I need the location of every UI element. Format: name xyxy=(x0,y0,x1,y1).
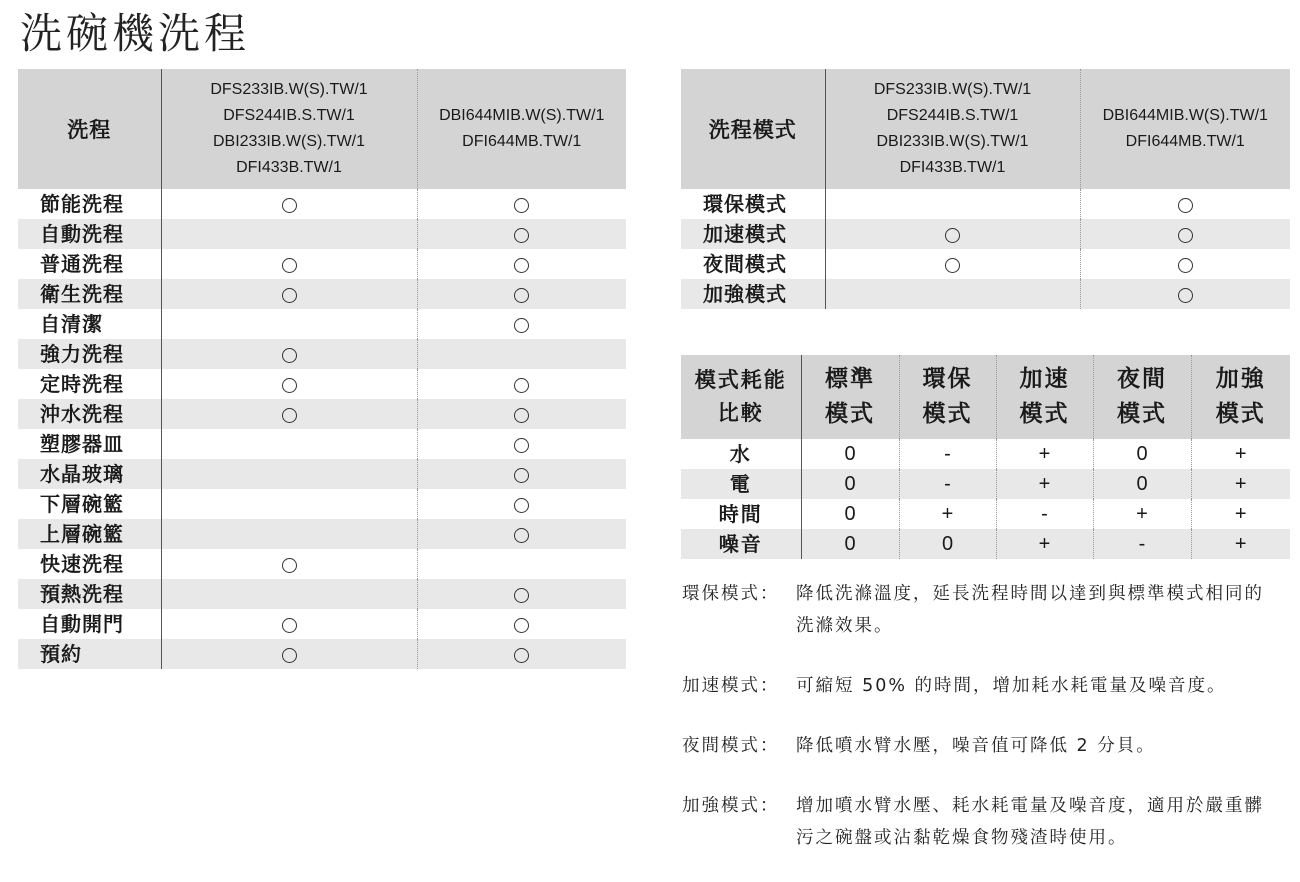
circle-icon xyxy=(514,408,529,423)
available-mark xyxy=(161,189,417,219)
header-line: DFS233IB.W(S).TW/1 xyxy=(873,81,1032,98)
circle-icon xyxy=(282,348,297,363)
comparison-value: 0 xyxy=(801,469,899,499)
comparison-value: 0 xyxy=(801,529,899,559)
header-line: 模式 xyxy=(1019,401,1070,427)
header-line: DFI644MB.TW/1 xyxy=(462,133,582,150)
row-label: 衛生洗程 xyxy=(18,279,161,309)
empty-cell xyxy=(161,309,417,339)
row-label: 沖水洗程 xyxy=(18,399,161,429)
row-label: 預熱洗程 xyxy=(18,579,161,609)
header-line: DFS233IB.W(S).TW/1 xyxy=(210,81,368,98)
mode-note xyxy=(682,730,1282,762)
comparison-value: 0 xyxy=(1093,439,1191,469)
header-line: 標準 xyxy=(825,366,875,392)
row-label: 電 xyxy=(681,469,801,499)
row-label: 加速模式 xyxy=(681,219,825,249)
available-mark xyxy=(161,399,417,429)
wash-mode-table xyxy=(681,69,1290,309)
table-row xyxy=(18,519,626,549)
header-line: 加速 xyxy=(1019,366,1070,392)
comparison-value: + xyxy=(1191,499,1290,529)
table-label: 洗程 xyxy=(18,69,161,189)
row-label: 普通洗程 xyxy=(40,252,124,276)
note-key: 夜間模式： xyxy=(682,736,780,756)
row-label: 加強模式 xyxy=(681,279,825,309)
model-group-a xyxy=(825,69,1080,189)
table-row xyxy=(18,399,626,429)
circle-icon xyxy=(514,288,529,303)
table-row xyxy=(18,309,626,339)
available-mark xyxy=(417,519,626,549)
mode-column-header xyxy=(801,355,899,439)
row-label: 強力洗程 xyxy=(18,339,161,369)
table-row xyxy=(18,249,626,279)
available-mark xyxy=(161,249,417,279)
row-label: 定時洗程 xyxy=(40,372,124,396)
table-row xyxy=(681,529,1290,559)
available-mark xyxy=(161,549,417,579)
header-line: 比較 xyxy=(717,401,764,425)
header-line: DBI644MIB.W(S).TW/1 xyxy=(1102,107,1268,124)
circle-icon xyxy=(282,558,297,573)
table-row xyxy=(18,339,626,369)
available-mark xyxy=(417,279,626,309)
table-row xyxy=(681,469,1290,499)
circle-icon xyxy=(945,228,960,243)
empty-cell xyxy=(417,549,626,579)
available-mark xyxy=(417,189,626,219)
circle-icon xyxy=(514,498,529,513)
row-label: 自動開門 xyxy=(40,612,124,636)
comparison-value: + xyxy=(996,469,1093,499)
row-label: 快速洗程 xyxy=(40,552,124,576)
circle-icon xyxy=(282,378,297,393)
table-row xyxy=(681,249,1290,279)
available-mark xyxy=(1080,189,1290,219)
available-mark xyxy=(161,369,417,399)
circle-icon xyxy=(514,228,529,243)
available-mark xyxy=(161,609,417,639)
circle-icon xyxy=(514,588,529,603)
comparison-value: + xyxy=(1191,439,1290,469)
header-line: DFS244IB.S.TW/1 xyxy=(223,107,355,124)
comparison-value: 0 xyxy=(801,499,899,529)
available-mark xyxy=(417,219,626,249)
table-row xyxy=(18,459,626,489)
comparison-value: + xyxy=(996,439,1093,469)
available-mark xyxy=(825,249,1080,279)
circle-icon xyxy=(514,528,529,543)
available-mark xyxy=(161,339,417,369)
table-row xyxy=(681,439,1290,469)
header-line: DBI233IB.W(S).TW/1 xyxy=(876,133,1029,150)
header-line: DBI233IB.W(S).TW/1 xyxy=(212,133,366,150)
circle-icon xyxy=(282,198,297,213)
comparison-value: - xyxy=(899,469,996,499)
mode-notes xyxy=(682,578,1282,882)
row-label: 噪音 xyxy=(681,529,801,559)
row-label: 自清潔 xyxy=(40,312,103,336)
comparison-value: + xyxy=(1191,529,1290,559)
empty-cell xyxy=(161,429,417,459)
circle-icon xyxy=(514,318,529,333)
circle-icon xyxy=(282,618,297,633)
table-row xyxy=(18,489,626,519)
available-mark xyxy=(417,489,626,519)
table-label: 洗程模式 xyxy=(681,69,825,189)
table-label xyxy=(681,355,801,439)
wash-program-table xyxy=(18,69,626,669)
circle-icon xyxy=(282,258,297,273)
header-line: 模式耗能 xyxy=(694,368,787,392)
circle-icon xyxy=(1178,198,1193,213)
mode-column-header xyxy=(899,355,996,439)
circle-icon xyxy=(282,288,297,303)
page-title: 洗碗機洗程 xyxy=(20,9,251,58)
empty-cell xyxy=(825,279,1080,309)
header-line: 模式 xyxy=(1117,401,1167,427)
note-key: 加強模式： xyxy=(682,796,780,816)
header-line: 夜間 xyxy=(1117,366,1167,392)
row-label: 預約 xyxy=(18,639,161,669)
row-label: 夜間模式 xyxy=(703,252,787,276)
mode-note xyxy=(682,578,1282,642)
available-mark xyxy=(161,279,417,309)
comparison-value: 0 xyxy=(1093,469,1191,499)
comparison-value: + xyxy=(996,529,1093,559)
row-label: 水 xyxy=(729,442,752,466)
mode-note xyxy=(682,670,1282,702)
mode-comparison-table xyxy=(681,355,1290,559)
table-row xyxy=(681,499,1290,529)
comparison-value: - xyxy=(1093,529,1191,559)
mode-note xyxy=(682,790,1282,854)
note-key: 加速模式： xyxy=(682,676,780,696)
circle-icon xyxy=(514,648,529,663)
table-row xyxy=(18,369,626,399)
circle-icon xyxy=(514,198,529,213)
circle-icon xyxy=(282,408,297,423)
circle-icon xyxy=(514,438,529,453)
header-line: 環保 xyxy=(922,366,973,392)
available-mark xyxy=(417,249,626,279)
mode-column-header xyxy=(1093,355,1191,439)
header-line: 模式 xyxy=(825,401,875,427)
comparison-value: + xyxy=(899,499,996,529)
note-text: 降低噴水臂水壓，噪音值可降低 2 分貝。 xyxy=(796,736,1156,756)
table-row xyxy=(18,639,626,669)
header-line: DBI644MIB.W(S).TW/1 xyxy=(439,107,605,124)
model-group-b xyxy=(1080,69,1290,189)
comparison-value: + xyxy=(1093,499,1191,529)
comparison-value: - xyxy=(996,499,1093,529)
note-key: 環保模式： xyxy=(682,584,780,604)
header-line: 模式 xyxy=(922,401,973,427)
empty-cell xyxy=(417,339,626,369)
empty-cell xyxy=(161,519,417,549)
empty-cell xyxy=(161,459,417,489)
available-mark xyxy=(825,219,1080,249)
available-mark xyxy=(417,579,626,609)
circle-icon xyxy=(514,468,529,483)
available-mark xyxy=(417,399,626,429)
empty-cell xyxy=(825,189,1080,219)
header-line: 加強 xyxy=(1215,366,1266,392)
row-label: 下層碗籃 xyxy=(40,492,124,516)
available-mark xyxy=(417,609,626,639)
circle-icon xyxy=(1178,228,1193,243)
table-row xyxy=(18,549,626,579)
table-row xyxy=(681,189,1290,219)
empty-cell xyxy=(161,579,417,609)
table-row xyxy=(18,219,626,249)
header-line: 模式 xyxy=(1215,401,1266,427)
comparison-value: - xyxy=(899,439,996,469)
comparison-value: + xyxy=(1191,469,1290,499)
table-row xyxy=(18,579,626,609)
table-row xyxy=(18,279,626,309)
row-label: 自動洗程 xyxy=(18,219,161,249)
available-mark xyxy=(1080,219,1290,249)
table-row xyxy=(18,609,626,639)
note-text: 可縮短 50% 的時間，增加耗水耗電量及噪音度。 xyxy=(796,676,1227,696)
available-mark xyxy=(161,639,417,669)
circle-icon xyxy=(514,618,529,633)
table-row xyxy=(681,219,1290,249)
comparison-value: 0 xyxy=(899,529,996,559)
model-group-b xyxy=(417,69,626,189)
mode-column-header xyxy=(996,355,1093,439)
row-label: 塑膠器皿 xyxy=(40,432,124,456)
row-label: 時間 xyxy=(718,502,763,526)
available-mark xyxy=(1080,249,1290,279)
row-label: 節能洗程 xyxy=(40,192,124,216)
available-mark xyxy=(417,369,626,399)
mode-column-header xyxy=(1191,355,1290,439)
available-mark xyxy=(417,639,626,669)
row-label: 環保模式 xyxy=(703,192,787,216)
circle-icon xyxy=(1178,288,1193,303)
model-group-a xyxy=(161,69,417,189)
circle-icon xyxy=(945,258,960,273)
header-line: DFI433B.TW/1 xyxy=(899,159,1006,176)
header-line: DFI433B.TW/1 xyxy=(236,159,342,176)
table-row xyxy=(681,279,1290,309)
circle-icon xyxy=(1178,258,1193,273)
circle-icon xyxy=(282,648,297,663)
available-mark xyxy=(417,309,626,339)
header-line: DFI644MB.TW/1 xyxy=(1125,133,1245,150)
empty-cell xyxy=(161,219,417,249)
available-mark xyxy=(1080,279,1290,309)
note-text: 降低洗滌溫度，延長洗程時間以達到與標準模式相同的洗滌效果。 xyxy=(796,584,1264,636)
row-label: 水晶玻璃 xyxy=(18,459,161,489)
circle-icon xyxy=(514,258,529,273)
available-mark xyxy=(417,459,626,489)
row-label: 上層碗籃 xyxy=(18,519,161,549)
table-row xyxy=(18,189,626,219)
empty-cell xyxy=(161,489,417,519)
header-line: DFS244IB.S.TW/1 xyxy=(886,107,1019,124)
table-row xyxy=(18,429,626,459)
circle-icon xyxy=(514,378,529,393)
available-mark xyxy=(417,429,626,459)
note-text: 增加噴水臂水壓、耗水耗電量及噪音度，適用於嚴重髒污之碗盤或沾黏乾燥食物殘渣時使用。 xyxy=(796,796,1264,848)
comparison-value: 0 xyxy=(801,439,899,469)
